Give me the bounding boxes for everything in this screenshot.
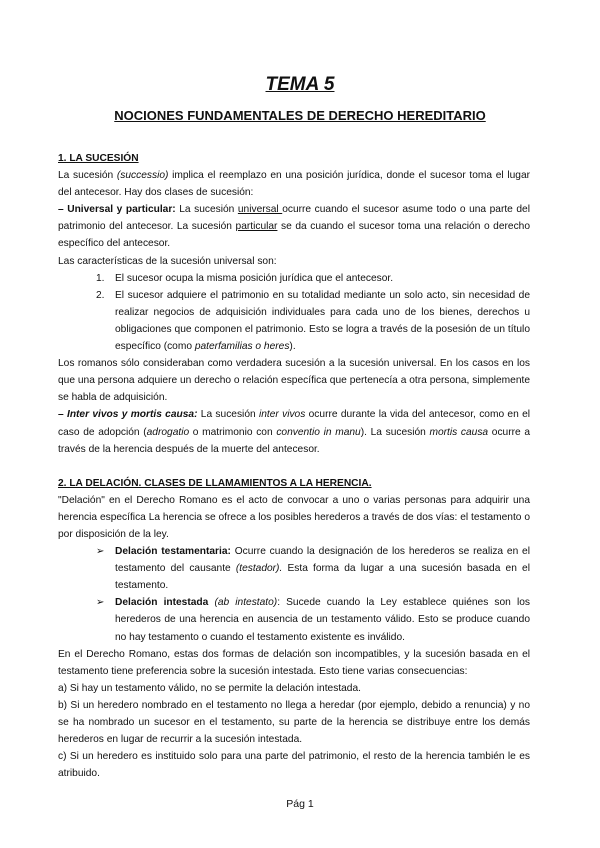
text-run-bold: Delación intestada xyxy=(115,597,209,609)
text-run: se da cuando el sucesor toma una relación o derecho específico del antecesor. xyxy=(58,221,530,250)
paragraph-sucesion-definition xyxy=(58,167,530,201)
text-run-bold-italic: – Inter vivos y mortis causa: xyxy=(58,409,198,421)
text-run: Esta forma da lugar a una sucesión basada en el testamento. xyxy=(115,563,530,592)
item-number: 1. xyxy=(96,272,105,284)
text-run: ocurre durante la vida del antecesor, como en el caso de adopción ( xyxy=(58,409,531,438)
bullet-item xyxy=(58,543,530,594)
text-run-italic: mortis causa xyxy=(429,426,489,438)
item-text xyxy=(115,287,530,355)
text-run-italic: paterfamilias o heres xyxy=(194,341,290,353)
item-text xyxy=(115,543,530,594)
page-number: Pág 1 xyxy=(286,798,314,810)
paragraph-delacion: "Delación" en el Derecho Romano es el acto de convocar a uno o varias personas para adquirir una herencia específica La herencia se ofrece a los posibles herederos a través de dos vías: el testamento o por disposición de la ley. xyxy=(58,494,530,540)
text-run: ). xyxy=(289,341,296,353)
text-run-italic: inter vivos xyxy=(258,409,306,421)
paragraph-universal-particular xyxy=(58,201,530,252)
paragraph-romanos: Los romanos sólo consideraban como verdadera sucesión a la sucesión universal. En los casos en los que una persona adquiere un derecho o relación específica que pertenecía a otra persona, simplemente se habla de adquisición. xyxy=(58,358,530,404)
text-run-italic: (testador). xyxy=(235,563,283,575)
item-text xyxy=(115,594,530,645)
numbered-item xyxy=(58,287,530,355)
text-run: El sucesor adquiere el patrimonio en su totalidad mediante un solo acto, sin necesidad de realizar negocios de adquisición individuales para cada uno de los bienes, derechos u obligaciones que componen el patrimonio. Esto se logra a través de la posesión de un título específico (como xyxy=(115,289,530,353)
text-run: implica el reemplazo en una posición jurídica, donde el sucesor toma el lugar del antecesor. Hay dos clases de sucesión: xyxy=(58,170,531,199)
paragraph-consequence-c: c) Si un heredero es instituido solo para una parte del patrimonio, el resto de la herencia también le es atribuido. xyxy=(58,751,530,780)
text-run-underlined: particular xyxy=(235,221,278,233)
paragraph-incompatibles: En el Derecho Romano, estas dos formas de delación son incompatibles, y la sucesión basada en el testamento tiene preferencia sobre la sucesión intestada. Esto tiene varias consecuencias: xyxy=(58,648,530,677)
section-1-heading: 1. LA SUCESIÓN xyxy=(58,153,139,164)
text-run: ocurre cuando el sucesor asume todo o una parte del patrimonio del antecesor. La sucesión xyxy=(58,204,530,233)
paragraph-consequence-b: b) Si un heredero nombrado en el testamento no llega a heredar (por ejemplo, debido a renuncia) y no se ha nombrado un sucesor en el testamento, su parte de la herencia se distribuye entre los demás herederos en lugar de recurrir a la sucesión intestada. xyxy=(58,699,530,746)
text-run: ocurre a través de la herencia después de la muerte del antecesor. xyxy=(58,426,531,455)
text-run-underlined: universal xyxy=(237,204,283,216)
spacer xyxy=(58,458,530,475)
text-run: ). La sucesión xyxy=(360,426,430,438)
page-title: TEMA 5 xyxy=(265,74,335,95)
page-subtitle: NOCIONES FUNDAMENTALES DE DERECHO HEREDITARIO xyxy=(114,108,486,123)
numbered-item xyxy=(58,270,530,287)
text-run: Ocurre cuando la designación de los herederos se realiza en el testamento del causante xyxy=(115,546,530,575)
text-run-italic: adrogatio xyxy=(146,426,190,438)
text-run-bold: – Universal y particular: xyxy=(58,204,176,216)
text-run-italic: (ab intestato) xyxy=(214,597,278,609)
text-run: El sucesor ocupa la misma posición jurídica que el antecesor. xyxy=(115,272,394,284)
text-run: La sucesión xyxy=(58,170,117,182)
paragraph-consequence-a: a) Si hay un testamento válido, no se permite la delación intestada. xyxy=(58,682,361,694)
arrow-bullet-icon: ➢ xyxy=(96,597,105,609)
section-2-heading: 2. LA DELACIÓN. CLASES DE LLAMAMIENTOS A LA HERENCIA. xyxy=(58,477,372,489)
bullet-item xyxy=(58,594,530,645)
text-run-italic: conventio in manu xyxy=(276,426,361,438)
text-run-italic: (successio) xyxy=(116,170,169,182)
text-run: : Sucede cuando la Ley establece quiénes son los herederos de una herencia en ausencia de un testamento válido. Esto se produce cuando no hay testamento o cuando el testamento existente es inválido. xyxy=(115,597,530,643)
item-number: 2. xyxy=(96,289,105,301)
text-run-bold: Delación testamentaria: xyxy=(115,546,231,558)
text-run: La sucesión xyxy=(175,204,238,216)
document-body xyxy=(58,150,530,782)
item-text xyxy=(115,270,530,287)
paragraph-inter-vivos xyxy=(58,406,530,457)
text-run: La sucesión xyxy=(197,409,259,421)
arrow-bullet-icon: ➢ xyxy=(96,546,105,558)
text-run: o matrimonio con xyxy=(189,426,277,438)
paragraph-caracteristicas: Las características de la sucesión universal son: xyxy=(58,255,277,267)
